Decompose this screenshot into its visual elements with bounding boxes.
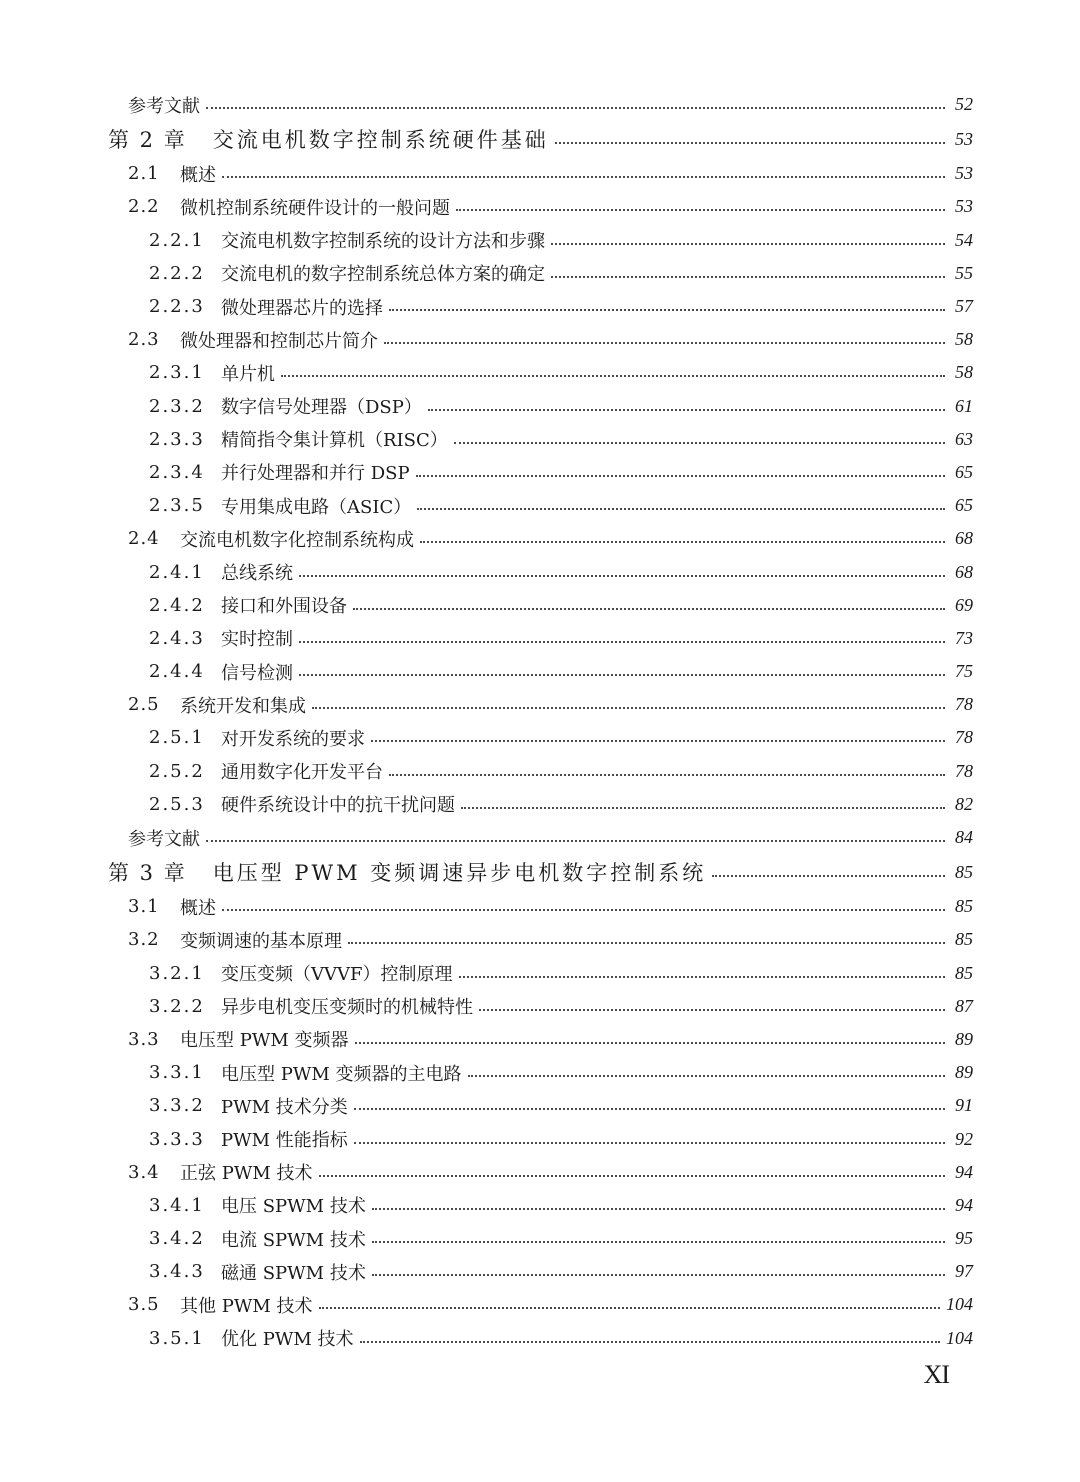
dot-leader	[222, 175, 945, 178]
toc-entry-number: 2.3.2	[149, 395, 205, 417]
dot-leader	[360, 1340, 941, 1343]
toc-entry-number: 2.5.3	[149, 793, 205, 815]
dot-leader	[222, 908, 945, 911]
dot-leader	[299, 673, 945, 676]
toc-entry-title: 交流电机的数字控制系统总体方案的确定	[221, 264, 545, 286]
dot-leader	[461, 806, 945, 809]
toc-entry-page: 69	[955, 594, 973, 615]
toc-entry-number: 2.3.1	[149, 362, 205, 384]
toc-section-entry	[0, 788, 1080, 821]
toc-entry-page: 55	[955, 262, 973, 283]
toc-entry-page: 52	[955, 94, 973, 115]
toc-entry-number: 2.5.2	[149, 760, 205, 782]
dot-leader	[355, 1041, 946, 1044]
toc-entry-title: 交流电机数字化控制系统构成	[180, 529, 414, 551]
toc-entry-title: 磁通 SPWM 技术	[221, 1262, 366, 1284]
toc-section-entry	[0, 688, 1080, 721]
toc-entry-title: 数字信号处理器（DSP）	[221, 397, 422, 419]
toc-entry-page: 68	[955, 561, 973, 582]
toc-entry-number: 2.4.2	[149, 594, 205, 616]
toc-section-entry	[0, 589, 1080, 622]
toc-entry-page: 92	[955, 1128, 973, 1149]
toc-entry-page: 104	[946, 1294, 973, 1315]
toc-section-entry	[0, 390, 1080, 423]
toc-entry-page: 104	[946, 1327, 973, 1348]
dot-leader	[468, 1074, 946, 1077]
toc-section-entry	[0, 157, 1080, 190]
dot-leader	[354, 1107, 945, 1110]
dot-leader	[312, 706, 945, 709]
dot-leader	[353, 607, 945, 610]
toc-entry-page: 85	[955, 896, 973, 917]
toc-entry-number: 3.3	[128, 1028, 160, 1050]
toc-entry-title: 并行处理器和并行 DSP	[221, 463, 410, 485]
toc-section-entry	[0, 456, 1080, 489]
toc-entry-title: PWM 性能指标	[221, 1130, 348, 1152]
toc-entry-number: 2.2	[128, 196, 160, 218]
toc-section-entry	[0, 423, 1080, 456]
toc-entry-page: 54	[955, 229, 973, 250]
toc-entry-page: 57	[955, 296, 973, 317]
toc-chapter-entry	[0, 121, 1080, 157]
toc-entry-number: 2.3.3	[149, 428, 205, 450]
toc-section-entry	[0, 721, 1080, 754]
dot-leader	[417, 507, 945, 510]
toc-entry-number: 3.1	[128, 896, 160, 918]
toc-entry-page: 61	[955, 395, 973, 416]
dot-leader	[551, 242, 945, 245]
toc-section-entry	[0, 555, 1080, 588]
toc-entry-number: 3.5	[128, 1294, 160, 1316]
toc-entry-page: 68	[955, 528, 973, 549]
toc-entry-page: 53	[955, 128, 973, 149]
toc-entry-title: 参考文献	[128, 95, 200, 117]
toc-entry-number: 3.5.1	[149, 1327, 205, 1349]
toc-entry-page: 82	[955, 793, 973, 814]
toc-entry-number: 2.2.1	[149, 229, 205, 251]
toc-section-entry	[0, 257, 1080, 290]
dot-leader	[319, 1306, 941, 1309]
dot-leader	[371, 739, 945, 742]
toc-entry-page: 63	[955, 428, 973, 449]
dot-leader	[389, 773, 945, 776]
toc-entry-number: 2.4.4	[149, 661, 205, 683]
toc-entry-title: 电压型 PWM 变频调速异步电机数字控制系统	[212, 861, 707, 886]
toc-entry-title: 微机控制系统硬件设计的一般问题	[180, 197, 450, 219]
toc-entry-page: 78	[955, 760, 973, 781]
toc-section-entry	[0, 1156, 1080, 1189]
toc-references-entry	[0, 88, 1080, 121]
toc-entry-number: 2.3.5	[149, 495, 205, 517]
toc-entry-number: 第 2 章	[108, 128, 187, 153]
toc-entry-title: 信号检测	[221, 662, 293, 684]
toc-entry-title: 单片机	[221, 363, 275, 385]
dot-leader	[456, 208, 945, 211]
toc-entry-title: 微处理器芯片的选择	[221, 297, 383, 319]
toc-entry-page: 75	[955, 661, 973, 682]
toc-section-entry	[0, 1322, 1080, 1355]
toc-section-entry	[0, 1222, 1080, 1255]
toc-entry-page: 89	[955, 1062, 973, 1083]
toc-entry-page: 85	[955, 929, 973, 950]
toc-section-entry	[0, 755, 1080, 788]
toc-entry-page: 58	[955, 362, 973, 383]
toc-section-entry	[0, 1056, 1080, 1089]
toc-entry-title: 实时控制	[221, 629, 293, 651]
toc-entry-page: 65	[955, 495, 973, 516]
toc-entry-title: 交流电机数字控制系统的设计方法和步骤	[221, 231, 545, 253]
toc-entry-number: 3.4.2	[149, 1228, 205, 1250]
toc-entry-number: 2.3.4	[149, 461, 205, 483]
toc-references-entry	[0, 821, 1080, 854]
toc-chapter-entry	[0, 854, 1080, 890]
table-of-contents	[0, 88, 1080, 1355]
toc-entry-title: 总线系统	[221, 563, 293, 585]
toc-entry-title: 概述	[180, 897, 216, 919]
toc-entry-number: 2.4.3	[149, 627, 205, 649]
toc-entry-page: 78	[955, 727, 973, 748]
dot-leader	[372, 1207, 945, 1210]
toc-entry-page: 94	[955, 1161, 973, 1182]
toc-entry-title: 对开发系统的要求	[221, 728, 365, 750]
toc-entry-title: 优化 PWM 技术	[221, 1329, 354, 1351]
toc-entry-title: 电压型 PWM 变频器的主电路	[221, 1063, 462, 1085]
dot-leader	[299, 574, 945, 577]
toc-entry-page: 84	[955, 827, 973, 848]
dot-leader	[206, 839, 945, 842]
toc-entry-page: 78	[955, 694, 973, 715]
toc-entry-number: 2.2.2	[149, 262, 205, 284]
toc-section-entry	[0, 356, 1080, 389]
dot-leader	[299, 640, 945, 643]
toc-entry-number: 2.4	[128, 528, 160, 550]
dot-leader	[416, 474, 945, 477]
toc-entry-title: 交流电机数字控制系统硬件基础	[212, 128, 549, 153]
toc-entry-title: 正弦 PWM 技术	[180, 1163, 313, 1185]
toc-entry-title: 概述	[180, 164, 216, 186]
toc-entry-title: 变频调速的基本原理	[180, 930, 342, 952]
toc-section-entry	[0, 1189, 1080, 1222]
dot-leader	[389, 308, 945, 311]
toc-section-entry	[0, 923, 1080, 956]
toc-entry-number: 3.3.1	[149, 1062, 205, 1084]
dot-leader	[479, 1008, 945, 1011]
toc-entry-number: 3.2.2	[149, 995, 205, 1017]
toc-entry-page: 73	[955, 627, 973, 648]
toc-section-entry	[0, 957, 1080, 990]
dot-leader	[384, 341, 945, 344]
toc-entry-page: 53	[955, 196, 973, 217]
toc-section-entry	[0, 622, 1080, 655]
toc-entry-title: PWM 技术分类	[221, 1096, 348, 1118]
toc-entry-title: 通用数字化开发平台	[221, 762, 383, 784]
dot-leader	[454, 441, 945, 444]
dot-leader	[555, 141, 945, 144]
toc-entry-number: 2.1	[128, 163, 160, 185]
toc-entry-number: 第 3 章	[108, 861, 187, 886]
toc-entry-number: 2.2.3	[149, 296, 205, 318]
toc-entry-title: 系统开发和集成	[180, 695, 306, 717]
toc-entry-number: 3.4	[128, 1161, 160, 1183]
toc-entry-page: 58	[955, 329, 973, 350]
toc-section-entry	[0, 1288, 1080, 1321]
toc-entry-title: 电压型 PWM 变频器	[180, 1030, 349, 1052]
toc-entry-title: 电压 SPWM 技术	[221, 1196, 366, 1218]
toc-entry-title: 接口和外围设备	[221, 596, 347, 618]
toc-section-entry	[0, 489, 1080, 522]
toc-section-entry	[0, 890, 1080, 923]
toc-section-entry	[0, 655, 1080, 688]
toc-entry-page: 91	[955, 1095, 973, 1116]
dot-leader	[348, 941, 945, 944]
toc-entry-title: 电流 SPWM 技术	[221, 1229, 366, 1251]
toc-entry-page: 97	[955, 1261, 973, 1282]
dot-leader	[459, 975, 946, 978]
toc-entry-title: 专用集成电路（ASIC）	[221, 496, 412, 518]
dot-leader	[372, 1273, 945, 1276]
toc-section-entry	[0, 224, 1080, 257]
toc-section-entry	[0, 190, 1080, 223]
toc-entry-title: 其他 PWM 技术	[180, 1295, 313, 1317]
toc-entry-title: 精简指令集计算机（RISC）	[221, 430, 448, 452]
toc-entry-page: 85	[955, 962, 973, 983]
toc-entry-page: 95	[955, 1228, 973, 1249]
toc-entry-number: 2.5.1	[149, 727, 205, 749]
toc-entry-number: 3.2.1	[149, 962, 205, 984]
dot-leader	[206, 106, 945, 109]
toc-entry-number: 2.3	[128, 329, 160, 351]
dot-leader	[712, 874, 945, 877]
toc-entry-page: 94	[955, 1194, 973, 1215]
toc-entry-page: 85	[955, 861, 973, 882]
toc-section-entry	[0, 290, 1080, 323]
toc-entry-title: 微处理器和控制芯片简介	[180, 330, 378, 352]
toc-section-entry	[0, 522, 1080, 555]
dot-leader	[354, 1141, 945, 1144]
toc-entry-page: 89	[955, 1028, 973, 1049]
toc-entry-number: 3.3.2	[149, 1095, 205, 1117]
dot-leader	[319, 1174, 946, 1177]
toc-section-entry	[0, 1255, 1080, 1288]
dot-leader	[420, 540, 945, 543]
toc-entry-title: 参考文献	[128, 828, 200, 850]
toc-entry-title: 硬件系统设计中的抗干扰问题	[221, 795, 455, 817]
dot-leader	[372, 1240, 945, 1243]
toc-entry-number: 3.2	[128, 929, 160, 951]
toc-entry-number: 3.3.3	[149, 1128, 205, 1150]
dot-leader	[428, 408, 945, 411]
toc-section-entry	[0, 990, 1080, 1023]
toc-entry-number: 3.4.1	[149, 1194, 205, 1216]
toc-section-entry	[0, 1089, 1080, 1122]
dot-leader	[281, 374, 945, 377]
toc-section-entry	[0, 323, 1080, 356]
toc-section-entry	[0, 1122, 1080, 1155]
toc-entry-number: 2.4.1	[149, 561, 205, 583]
toc-section-entry	[0, 1023, 1080, 1056]
dot-leader	[551, 275, 945, 278]
toc-entry-page: 53	[955, 163, 973, 184]
toc-entry-page: 65	[955, 461, 973, 482]
page-number: XI	[923, 1360, 949, 1389]
toc-entry-page: 87	[955, 995, 973, 1016]
toc-entry-number: 2.5	[128, 694, 160, 716]
toc-entry-title: 变压变频（VVVF）控制原理	[221, 964, 453, 986]
toc-entry-number: 3.4.3	[149, 1261, 205, 1283]
toc-entry-title: 异步电机变压变频时的机械特性	[221, 997, 473, 1019]
